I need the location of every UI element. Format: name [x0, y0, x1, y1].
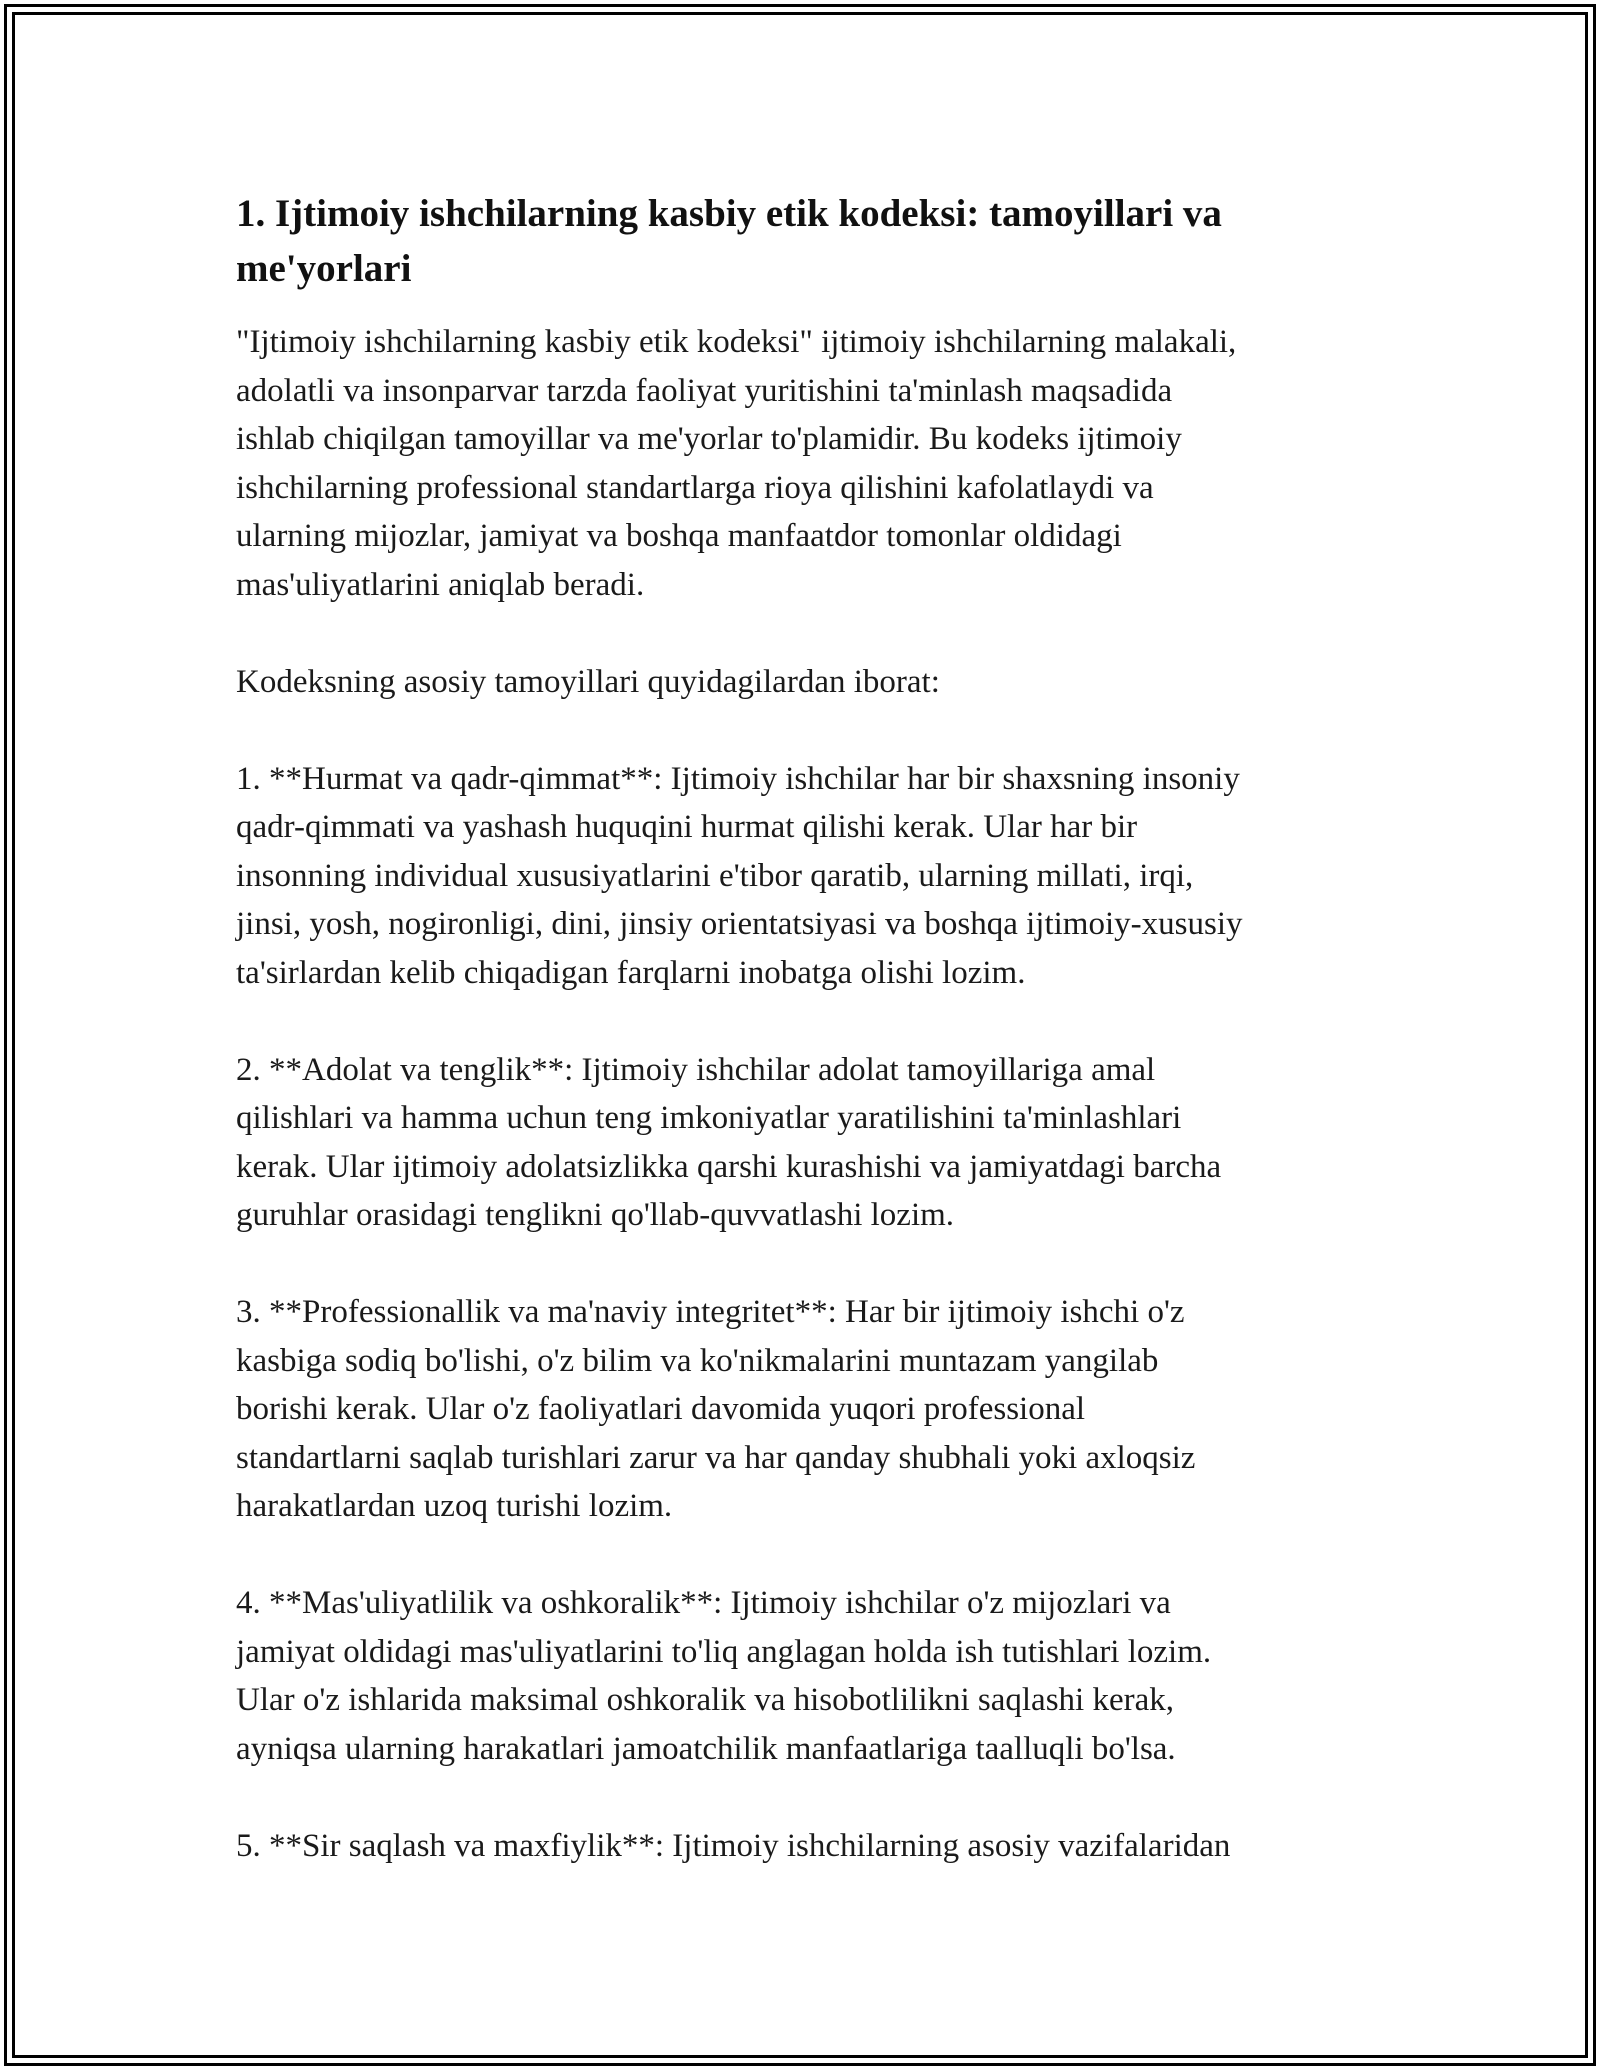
principle-5-paragraph: 5. **Sir saqlash va maxfiylik**: Ijtimoiy ishchilarning asosiy vazifalaridan: [236, 1827, 1231, 1864]
paragraph-spacer: [236, 1240, 1366, 1289]
document-body: [236, 186, 1366, 1870]
paragraph-spacer: [236, 997, 1366, 1046]
paragraph-spacer: [236, 1773, 1366, 1822]
principle-4-paragraph: 4. **Mas'uliyatlilik va oshkoralik**: Ijtimoiy ishchilar o'z mijozlari va jamiyat oldidagi mas'uliyatlarini to'liq anglagan holda ish tutishlari lozim. Ular o'z ishlarida maksimal oshkoralik va hisobotlilikni saqlashi kerak, ayniqsa ularning harakatlari jamoatchilik manfaatlariga taalluqli bo'lsa.: [236, 1585, 1212, 1767]
paragraph-spacer: [236, 706, 1366, 755]
principle-3-paragraph: 3. **Professionallik va ma'naviy integritet**: Har bir ijtimoiy ishchi o'z kasbiga sodiq bo'lishi, o'z bilim va ko'nikmalarini muntazam yangilab borishi kerak. Ular o'z faoliyatlari davomida yuqori professional standartlarni saqlab turishlari zarur va har qanday shubhali yoki axloqsiz harakatlardan uzoq turishi lozim.: [236, 1294, 1196, 1524]
principles-intro: Kodeksning asosiy tamoyillari quyidagilardan iborat:: [236, 663, 940, 700]
intro-paragraph: "Ijtimoiy ishchilarning kasbiy etik kodeksi" ijtimoiy ishchilarning malakali, adolatli va insonparvar tarzda faoliyat yuritishini ta'minlash maqsadida ishlab chiqilgan tamoyillar va me'yorlar to'plamidir. Bu kodeks ijtimoiy ishchilarning professional standartlarga rioya qilishini kafolatlaydi va ularning mijozlar, jamiyat va boshqa manfaatdor tomonlar oldidagi mas'uliyatlarini aniqlab beradi.: [236, 324, 1237, 603]
paragraph-spacer: [236, 609, 1366, 658]
paragraph-spacer: [236, 1531, 1366, 1580]
page-title: 1. Ijtimoiy ishchilarning kasbiy etik kodeksi: tamoyillari va me'yorlari: [236, 192, 1222, 290]
principle-1-paragraph: 1. **Hurmat va qadr-qimmat**: Ijtimoiy ishchilar har bir shaxsning insoniy qadr-qimmati va yashash huquqini hurmat qilishi kerak. Ular har bir insonning individual xususiyatlarini e'tibor qaratib, ularning millati, irqi, jinsi, yosh, nogironligi, dini, jinsiy orientatsiyasi va boshqa ijtimoiy-xususiy ta'sirlardan kelib chiqadigan farqlarni inobatga olishi lozim.: [236, 760, 1243, 991]
principle-2-paragraph: 2. **Adolat va tenglik**: Ijtimoiy ishchilar adolat tamoyillariga amal qilishlari va hamma uchun teng imkoniyatlar yaratilishini ta'minlashlari kerak. Ular ijtimoiy adolatsizlikka qarshi kurashishi va jamiyatdagi barcha guruhlar orasidagi tenglikni qo'llab-quvvatlashi lozim.: [236, 1051, 1222, 1233]
